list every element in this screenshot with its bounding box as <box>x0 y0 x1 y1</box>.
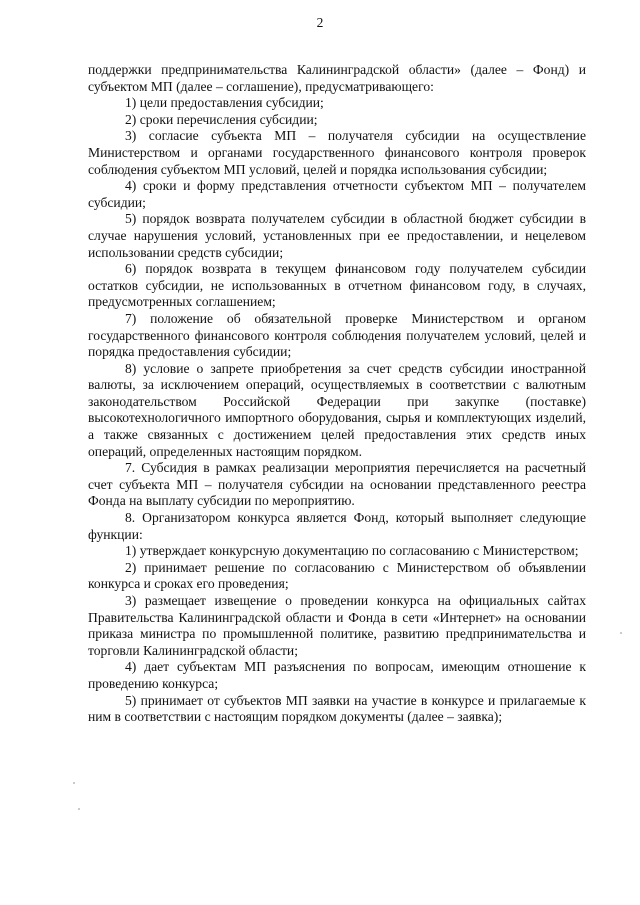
paragraph-item: 3) размещает извещение о проведении конкурса на официальных сайтах Правительства Калининградской области и Фонда в сети «Интернет» на основании приказа министра по промышленной политике, развитию предпринимательства и торговли Калининградской области; <box>88 593 586 658</box>
paragraph-item: 1) утверждает конкурсную документацию по согласованию с Министерством; <box>125 543 579 559</box>
paragraph-intro: поддержки предпринимательства Калининградской области» (далее – Фонд) и субъектом МП (далее – соглашение), предусматривающего: <box>88 62 586 94</box>
document-body <box>88 62 586 726</box>
paragraph-section-7: 7. Субсидия в рамках реализации мероприятия перечисляется на расчетный счет субъекта МП – получателя субсидии на основании представленного реестра Фонда на выплату субсидии по мероприятию. <box>88 460 586 509</box>
paragraph-item: 7) положение об обязательной проверке Министерством и органом государственного финансового контроля соблюдения получателем условий, целей и порядка предоставления субсидии; <box>88 310 586 360</box>
paragraph-item: 4) сроки и форму представления отчетности субъектом МП – получателем субсидии; <box>88 178 586 210</box>
paragraph-item: 2) принимает решение по согласованию с Министерством об объявлении конкурса и сроках его проведения; <box>88 559 586 592</box>
paragraph-item: 5) принимает от субъектов МП заявки на участие в конкурсе и прилагаемые к ним в соответствии с настоящим порядком документы (далее – заявка); <box>88 692 586 725</box>
paragraph-item: 8) условие о запрете приобретения за счет средств субсидии иностранной валюты, за исключением операций, осуществляемых в соответствии с валютным законодательством Российской Федерации при закупке (поставке) высокотехнологичного импортного оборудования, сырья и комплектующих изделий, а также связанных с достижением целей предоставления этих средств иных операций, определенных настоящим порядком. <box>88 360 586 459</box>
paragraph-item: 6) порядок возврата в текущем финансовом году получателем субсидии остатков субсидии, не использованных в отчетном финансовом году, в случаях, предусмотренных соглашением; <box>88 261 586 310</box>
paragraph-item: 2) сроки перечисления субсидии; <box>125 111 318 127</box>
scan-speck <box>620 632 622 634</box>
paragraph-section-8: 8. Организатором конкурса является Фонд, который выполняет следующие функции: <box>88 510 586 542</box>
scan-speck <box>78 808 80 810</box>
page-number: 2 <box>316 15 324 30</box>
scan-speck <box>73 782 75 784</box>
paragraph-item: 4) дает субъектам МП разъяснения по вопросам, имеющим отношение к проведению конкурса; <box>88 659 586 691</box>
paragraph-item: 1) цели предоставления субсидии; <box>125 95 324 111</box>
paragraph-item: 5) порядок возврата получателем субсидии в областной бюджет субсидии в случае нарушения условий, установленных при ее предоставлении, и нецелевом использовании средств субсидии; <box>88 211 586 260</box>
paragraph-item: 3) согласие субъекта МП – получателя субсидии на осуществление Министерством и органами государственного финансового контроля проверок соблюдения субъектом МП условий, целей и порядка использования субсидии; <box>88 128 586 177</box>
